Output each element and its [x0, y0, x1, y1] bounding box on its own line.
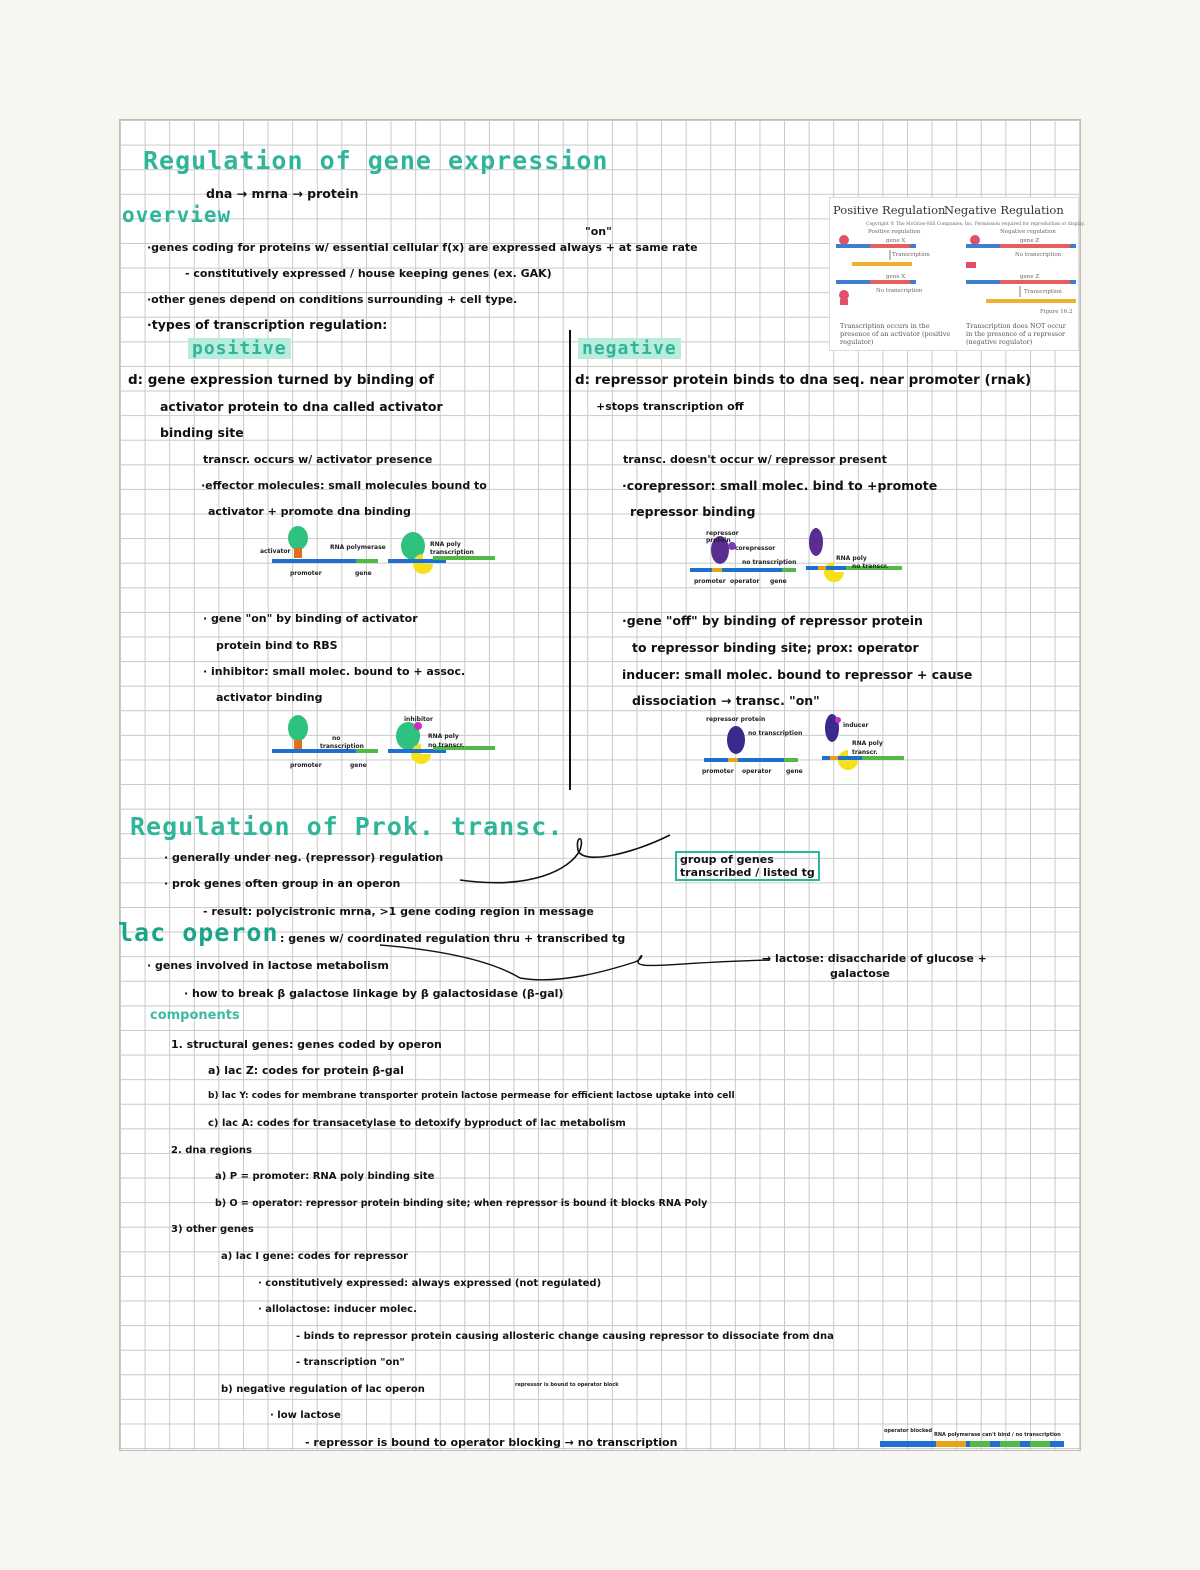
dna-strand [704, 758, 784, 762]
diagram-label: operator [730, 578, 760, 585]
diagram-label: RNA poly [836, 555, 867, 562]
figure-gene-label: gene X [886, 274, 906, 280]
positive-def: d: gene expression turned by binding of [128, 372, 435, 388]
diagram-label: gene [770, 578, 787, 585]
operator-segment [830, 756, 838, 760]
diagram-label: operator [742, 768, 772, 775]
overview-line: ·types of transcription regulation: [147, 317, 388, 332]
diagram-label: promoter [694, 578, 726, 585]
connector-line [380, 945, 770, 980]
figure-transcription: Transcription [1024, 289, 1062, 295]
figure-gene-label: gene X [886, 238, 906, 244]
prok-line: - result: polycistronic mrna, >1 gene coding region in message [203, 905, 594, 918]
page-title: Regulation of gene expression [143, 146, 609, 175]
diagram-label: repressor [706, 530, 739, 537]
figure-gene-label: gene Z [1020, 274, 1040, 280]
activator-shape [839, 290, 849, 300]
figure-transcription: Transcription [892, 252, 930, 258]
diagram-label: repressor protein [706, 716, 766, 723]
lac-item: 1. structural genes: genes coded by operon [171, 1038, 442, 1051]
central-dogma: dna → mrna → protein [206, 186, 359, 201]
repressor-shape [970, 235, 980, 245]
diagram-label: RNA poly [852, 740, 883, 747]
connector-curve [430, 830, 680, 890]
diagram-label: transcription [430, 549, 474, 556]
figure-panel-pos: Positive regulation [868, 229, 921, 235]
overview-line: - constitutively expressed / house keeping genes (ex. GAK) [185, 267, 552, 280]
gene-segment [1000, 1441, 1020, 1447]
lac-definition: : genes w/ coordinated regulation thru + transcribed tg [280, 932, 626, 945]
positive-note: · inhibitor: small molec. bound to + assoc. [203, 665, 466, 678]
lac-item: a) lac Z: codes for protein β-gal [208, 1064, 404, 1077]
rna-polymerase [824, 562, 844, 582]
negative-note: repressor binding [630, 504, 756, 519]
diagram-label: promoter [702, 768, 734, 775]
lac-item: 3) other genes [171, 1224, 254, 1235]
figure-label: Figure 16.2 [1040, 309, 1073, 315]
diagram-label: promoter [290, 762, 322, 769]
positive-heading: positive [188, 338, 291, 359]
lac-item: b) O = operator: repressor protein binding site; when repressor is bound it blocks RNA Poly [215, 1198, 708, 1209]
positive-note: · gene "on" by binding of activator [203, 612, 418, 625]
lac-item: a) P = promoter: RNA poly binding site [215, 1171, 435, 1182]
gene-segment [784, 758, 798, 762]
negative-def: +stops transcription off [596, 400, 744, 413]
sticker-label: RNA polymerase can't bind / no transcription [934, 1432, 1061, 1438]
positive-note: ·effector molecules: small molecules bound to [201, 479, 487, 492]
positive-note: transcr. occurs w/ activator presence [203, 453, 433, 466]
positive-note: activator + promote dna binding [208, 505, 411, 518]
activator-shape [840, 299, 848, 305]
lac-heading: lac operon [118, 918, 279, 947]
lac-item: a) lac I gene: codes for repressor [221, 1251, 409, 1262]
repressor-shape [966, 262, 976, 268]
activator-protein [288, 526, 308, 550]
repressor-protein [809, 528, 823, 556]
negative-note: inducer: small molec. bound to repressor + cause [622, 667, 973, 682]
diagram-label: no transcr. [852, 563, 889, 570]
connector-line [460, 835, 670, 883]
dna-strand [822, 756, 862, 760]
lac-item: - binds to repressor protein causing allosteric change causing repressor to dissociate from dna [296, 1331, 834, 1342]
prok-line: · generally under neg. (repressor) regulation [164, 851, 444, 864]
figure-caption-negative: Transcription does NOT occur in the presence of a repressor (negative regulator) [966, 322, 1066, 346]
gene-segment [970, 1441, 990, 1447]
gene-segment [433, 556, 495, 560]
gene-segment [862, 756, 904, 760]
diagram-label: promoter [290, 570, 322, 577]
negative-note: ·corepressor: small molec. bind to +promote [622, 478, 938, 493]
box-line: group of genes [680, 853, 774, 866]
lac-item: c) lac A: codes for transacetylase to detoxify byproduct of lac metabolism [208, 1118, 626, 1129]
diagram-label: gene [786, 768, 803, 775]
gene-segment [1030, 1441, 1050, 1447]
figure-gene-label: gene Z [1020, 238, 1040, 244]
lac-item: · allolactose: inducer molec. [258, 1304, 417, 1315]
lactose-connector [380, 940, 780, 985]
diagram-label: no transcr. [428, 742, 465, 749]
lac-item: b) lac Y: codes for membrane transporter protein lactose permease for efficient lactose uptake into cell [208, 1091, 735, 1101]
operon-definition-box [675, 851, 820, 881]
figure-panel-neg: Negative regulation [1000, 229, 1056, 235]
gene-segment [870, 280, 910, 284]
gene-segment [1000, 244, 1070, 248]
overview-line: ·genes coding for proteins w/ essential cellular f(x) are expressed always + at same rate [147, 241, 698, 254]
gene-segment [356, 559, 378, 563]
figure-no-transcription: No transcription [1015, 252, 1062, 258]
lac-item: b) negative regulation of lac operon [221, 1384, 425, 1395]
figure-no-transcription: No transcription [876, 288, 923, 294]
figure-negative-title: Negative Regulation [944, 203, 1064, 217]
box-line: transcribed / listed tg [680, 866, 815, 879]
diagram-label: corepressor [735, 545, 776, 552]
negative-heading: negative [578, 338, 681, 359]
lactose-note: → lactose: disaccharide of glucose + [762, 952, 987, 965]
gene-segment [1000, 280, 1070, 284]
figure-caption-positive: Transcription occurs in the presence of an activator (positive regulator) [840, 322, 951, 346]
mrna-strand [986, 299, 1076, 303]
diagram-label: activator [260, 548, 291, 555]
mrna-strand [852, 262, 912, 266]
regulation-figure [829, 197, 1085, 351]
tiny-note: repressor is bound to operator block [515, 1382, 619, 1388]
figure-positive-title: Positive Regulation [833, 203, 946, 217]
diagram-label: protein [706, 537, 731, 544]
positive-note: protein bind to RBS [216, 639, 338, 652]
inducer-molecule [835, 717, 841, 723]
effector-molecule [294, 740, 302, 749]
operator-segment [818, 566, 826, 570]
overview-heading: overview [122, 203, 232, 227]
repressor-protein [727, 726, 745, 754]
diagram-label: transcription [320, 743, 364, 750]
diagram-label: gene [355, 570, 372, 577]
positive-note: activator binding [216, 691, 323, 704]
operator-segment [728, 758, 738, 762]
gene-segment [782, 568, 796, 572]
on-label: "on" [585, 225, 612, 238]
dna-strand [272, 559, 356, 563]
lac-item: · low lactose [270, 1410, 341, 1421]
lac-item: - transcription "on" [296, 1357, 405, 1368]
activator-shape [839, 235, 849, 245]
sticker-label: operator blocked [884, 1428, 933, 1434]
rna-polymerase [413, 554, 433, 574]
prok-line: · prok genes often group in an operon [164, 877, 401, 890]
lac-item: - repressor is bound to operator blocking → no transcription [305, 1436, 678, 1449]
diagram-label: gene [350, 762, 367, 769]
diagram-label: RNA polymerase [330, 544, 386, 551]
dna-strand [690, 568, 782, 572]
diagram-label: transcr. [852, 749, 878, 756]
negative-note: to repressor binding site; prox: operator [632, 640, 919, 655]
figure-copyright: Copyright © The McGraw-Hill Companies, Inc. Permission required for reproduction or display. [866, 222, 1085, 227]
diagram-label: no transcription [748, 730, 803, 737]
diagram-label: RNA poly [430, 541, 461, 548]
negative-note: ·gene "off" by binding of repressor protein [622, 613, 923, 628]
lac-item: 2. dna regions [171, 1145, 252, 1156]
negative-note: transc. doesn't occur w/ repressor present [623, 453, 887, 466]
effector-molecule [294, 548, 302, 558]
lac-line: · genes involved in lactose metabolism [147, 959, 389, 972]
overview-line: ·other genes depend on conditions surrounding + cell type. [147, 293, 518, 306]
positive-def: activator protein to dna called activator [160, 399, 443, 414]
prok-heading: Regulation of Prok. transc. [130, 812, 564, 841]
diagram-label: inducer [843, 722, 869, 729]
lac-item: · constitutively expressed: always expressed (not regulated) [258, 1278, 602, 1289]
negative-note: dissociation → transc. "on" [632, 693, 820, 708]
operator-segment [936, 1441, 966, 1447]
inhibitor-molecule [414, 722, 422, 730]
operator-segment [712, 568, 722, 572]
diagram-label: no transcription [742, 559, 797, 566]
lactose-note: galactose [830, 967, 890, 980]
positive-def: binding site [160, 425, 244, 440]
column-divider [569, 330, 571, 790]
activator-protein [288, 715, 308, 741]
diagram-label: no [332, 735, 341, 742]
components-heading: components [150, 1008, 240, 1023]
gene-segment [870, 244, 910, 248]
diagram-label: inhibitor [404, 716, 433, 723]
diagram-label: RNA poly [428, 733, 459, 740]
lac-line: · how to break β galactose linkage by β galactosidase (β-gal) [184, 987, 564, 1000]
negative-def: d: repressor protein binds to dna seq. near promoter (rnak) [575, 372, 1032, 388]
